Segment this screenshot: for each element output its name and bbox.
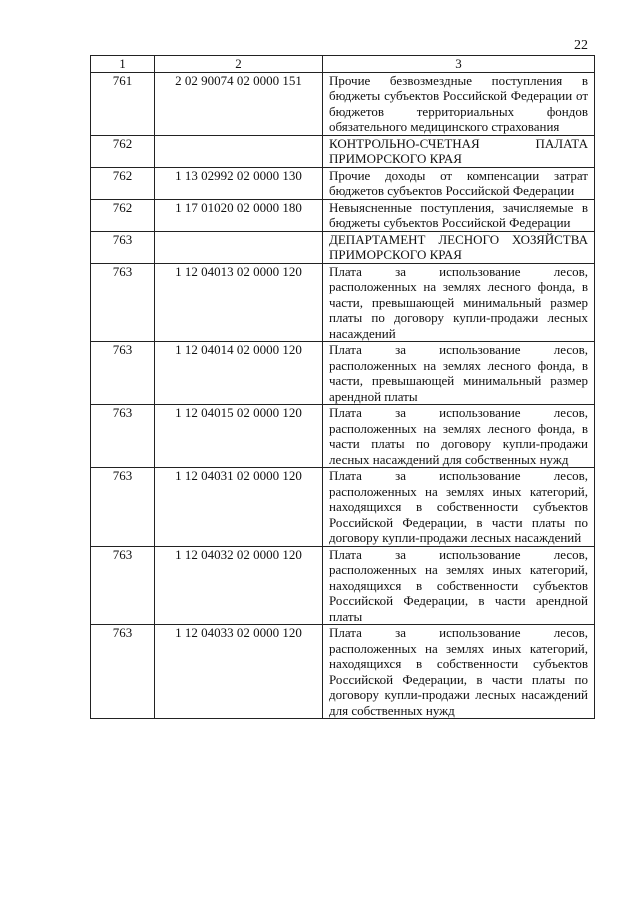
administrator-name-cell: КОНТРОЛЬНО-СЧЕТНАЯ ПАЛАТА ПРИМОРСКОГО КРАЯ — [323, 135, 595, 167]
table-row — [91, 546, 595, 625]
admin-code-cell: 763 — [91, 546, 155, 625]
revenue-description-cell: Плата за использование лесов, расположенных на землях лесного фонда, в части, превышающей минимальный размер арендной платы — [323, 342, 595, 405]
table-row — [91, 263, 595, 342]
admin-code-cell: 763 — [91, 231, 155, 263]
revenue-description-cell: Плата за использование лесов, расположенных на землях иных категорий, находящихся в собственности субъектов Российской Федерации, в части платы по договору купли-продажи лесных насаждений для собственных нужд — [323, 625, 595, 719]
revenue-code-cell: 1 13 02992 02 0000 130 — [155, 167, 323, 199]
revenue-code-cell: 1 12 04013 02 0000 120 — [155, 263, 323, 342]
table-row — [91, 199, 595, 231]
table-row — [91, 342, 595, 405]
table-row — [91, 405, 595, 468]
revenue-code-cell — [155, 135, 323, 167]
revenue-description-cell: Плата за использование лесов, расположенных на землях лесного фонда, в части платы по договору купли-продажи лесных насаждений для собственных нужд — [323, 405, 595, 468]
revenue-code-cell — [155, 231, 323, 263]
header-col-1: 1 — [91, 56, 155, 73]
table-header-row — [91, 56, 595, 73]
table-row — [91, 167, 595, 199]
revenue-description-cell: Прочие доходы от компенсации затрат бюджетов субъектов Российской Федерации — [323, 167, 595, 199]
table-row — [91, 231, 595, 263]
admin-code-cell: 762 — [91, 199, 155, 231]
table-row — [91, 72, 595, 135]
header-col-2: 2 — [155, 56, 323, 73]
revenue-description-cell: Плата за использование лесов, расположенных на землях иных категорий, находящихся в собственности субъектов Российской Федерации, в части платы по договору купли-продажи лесных насаждений — [323, 468, 595, 547]
revenue-code-cell: 1 12 04033 02 0000 120 — [155, 625, 323, 719]
table-row — [91, 468, 595, 547]
admin-code-cell: 762 — [91, 135, 155, 167]
revenue-code-cell: 1 17 01020 02 0000 180 — [155, 199, 323, 231]
revenue-code-cell: 1 12 04032 02 0000 120 — [155, 546, 323, 625]
revenue-description-cell: Плата за использование лесов, расположенных на землях лесного фонда, в части, превышающей минимальный размер платы по договору купли-продажи лесных насаждений — [323, 263, 595, 342]
revenue-codes-table — [90, 55, 595, 719]
admin-code-cell: 763 — [91, 468, 155, 547]
table-row — [91, 135, 595, 167]
admin-code-cell: 763 — [91, 263, 155, 342]
admin-code-cell: 763 — [91, 342, 155, 405]
revenue-description-cell: Плата за использование лесов, расположенных на землях иных категорий, находящихся в собственности субъектов Российской Федерации, в части арендной платы — [323, 546, 595, 625]
administrator-name-cell: ДЕПАРТАМЕНТ ЛЕСНОГО ХОЗЯЙСТВА ПРИМОРСКОГО КРАЯ — [323, 231, 595, 263]
table-row — [91, 625, 595, 719]
revenue-code-cell: 2 02 90074 02 0000 151 — [155, 72, 323, 135]
admin-code-cell: 763 — [91, 625, 155, 719]
admin-code-cell: 763 — [91, 405, 155, 468]
revenue-description-cell: Невыясненные поступления, зачисляемые в бюджеты субъектов Российской Федерации — [323, 199, 595, 231]
revenue-description-cell: Прочие безвозмездные поступления в бюджеты субъектов Российской Федерации от бюджетов территориальных фондов обязательного медицинского страхования — [323, 72, 595, 135]
revenue-code-cell: 1 12 04014 02 0000 120 — [155, 342, 323, 405]
header-col-3: 3 — [323, 56, 595, 73]
admin-code-cell: 761 — [91, 72, 155, 135]
revenue-code-cell: 1 12 04031 02 0000 120 — [155, 468, 323, 547]
page-number: 22 — [574, 38, 588, 53]
admin-code-cell: 762 — [91, 167, 155, 199]
revenue-code-cell: 1 12 04015 02 0000 120 — [155, 405, 323, 468]
